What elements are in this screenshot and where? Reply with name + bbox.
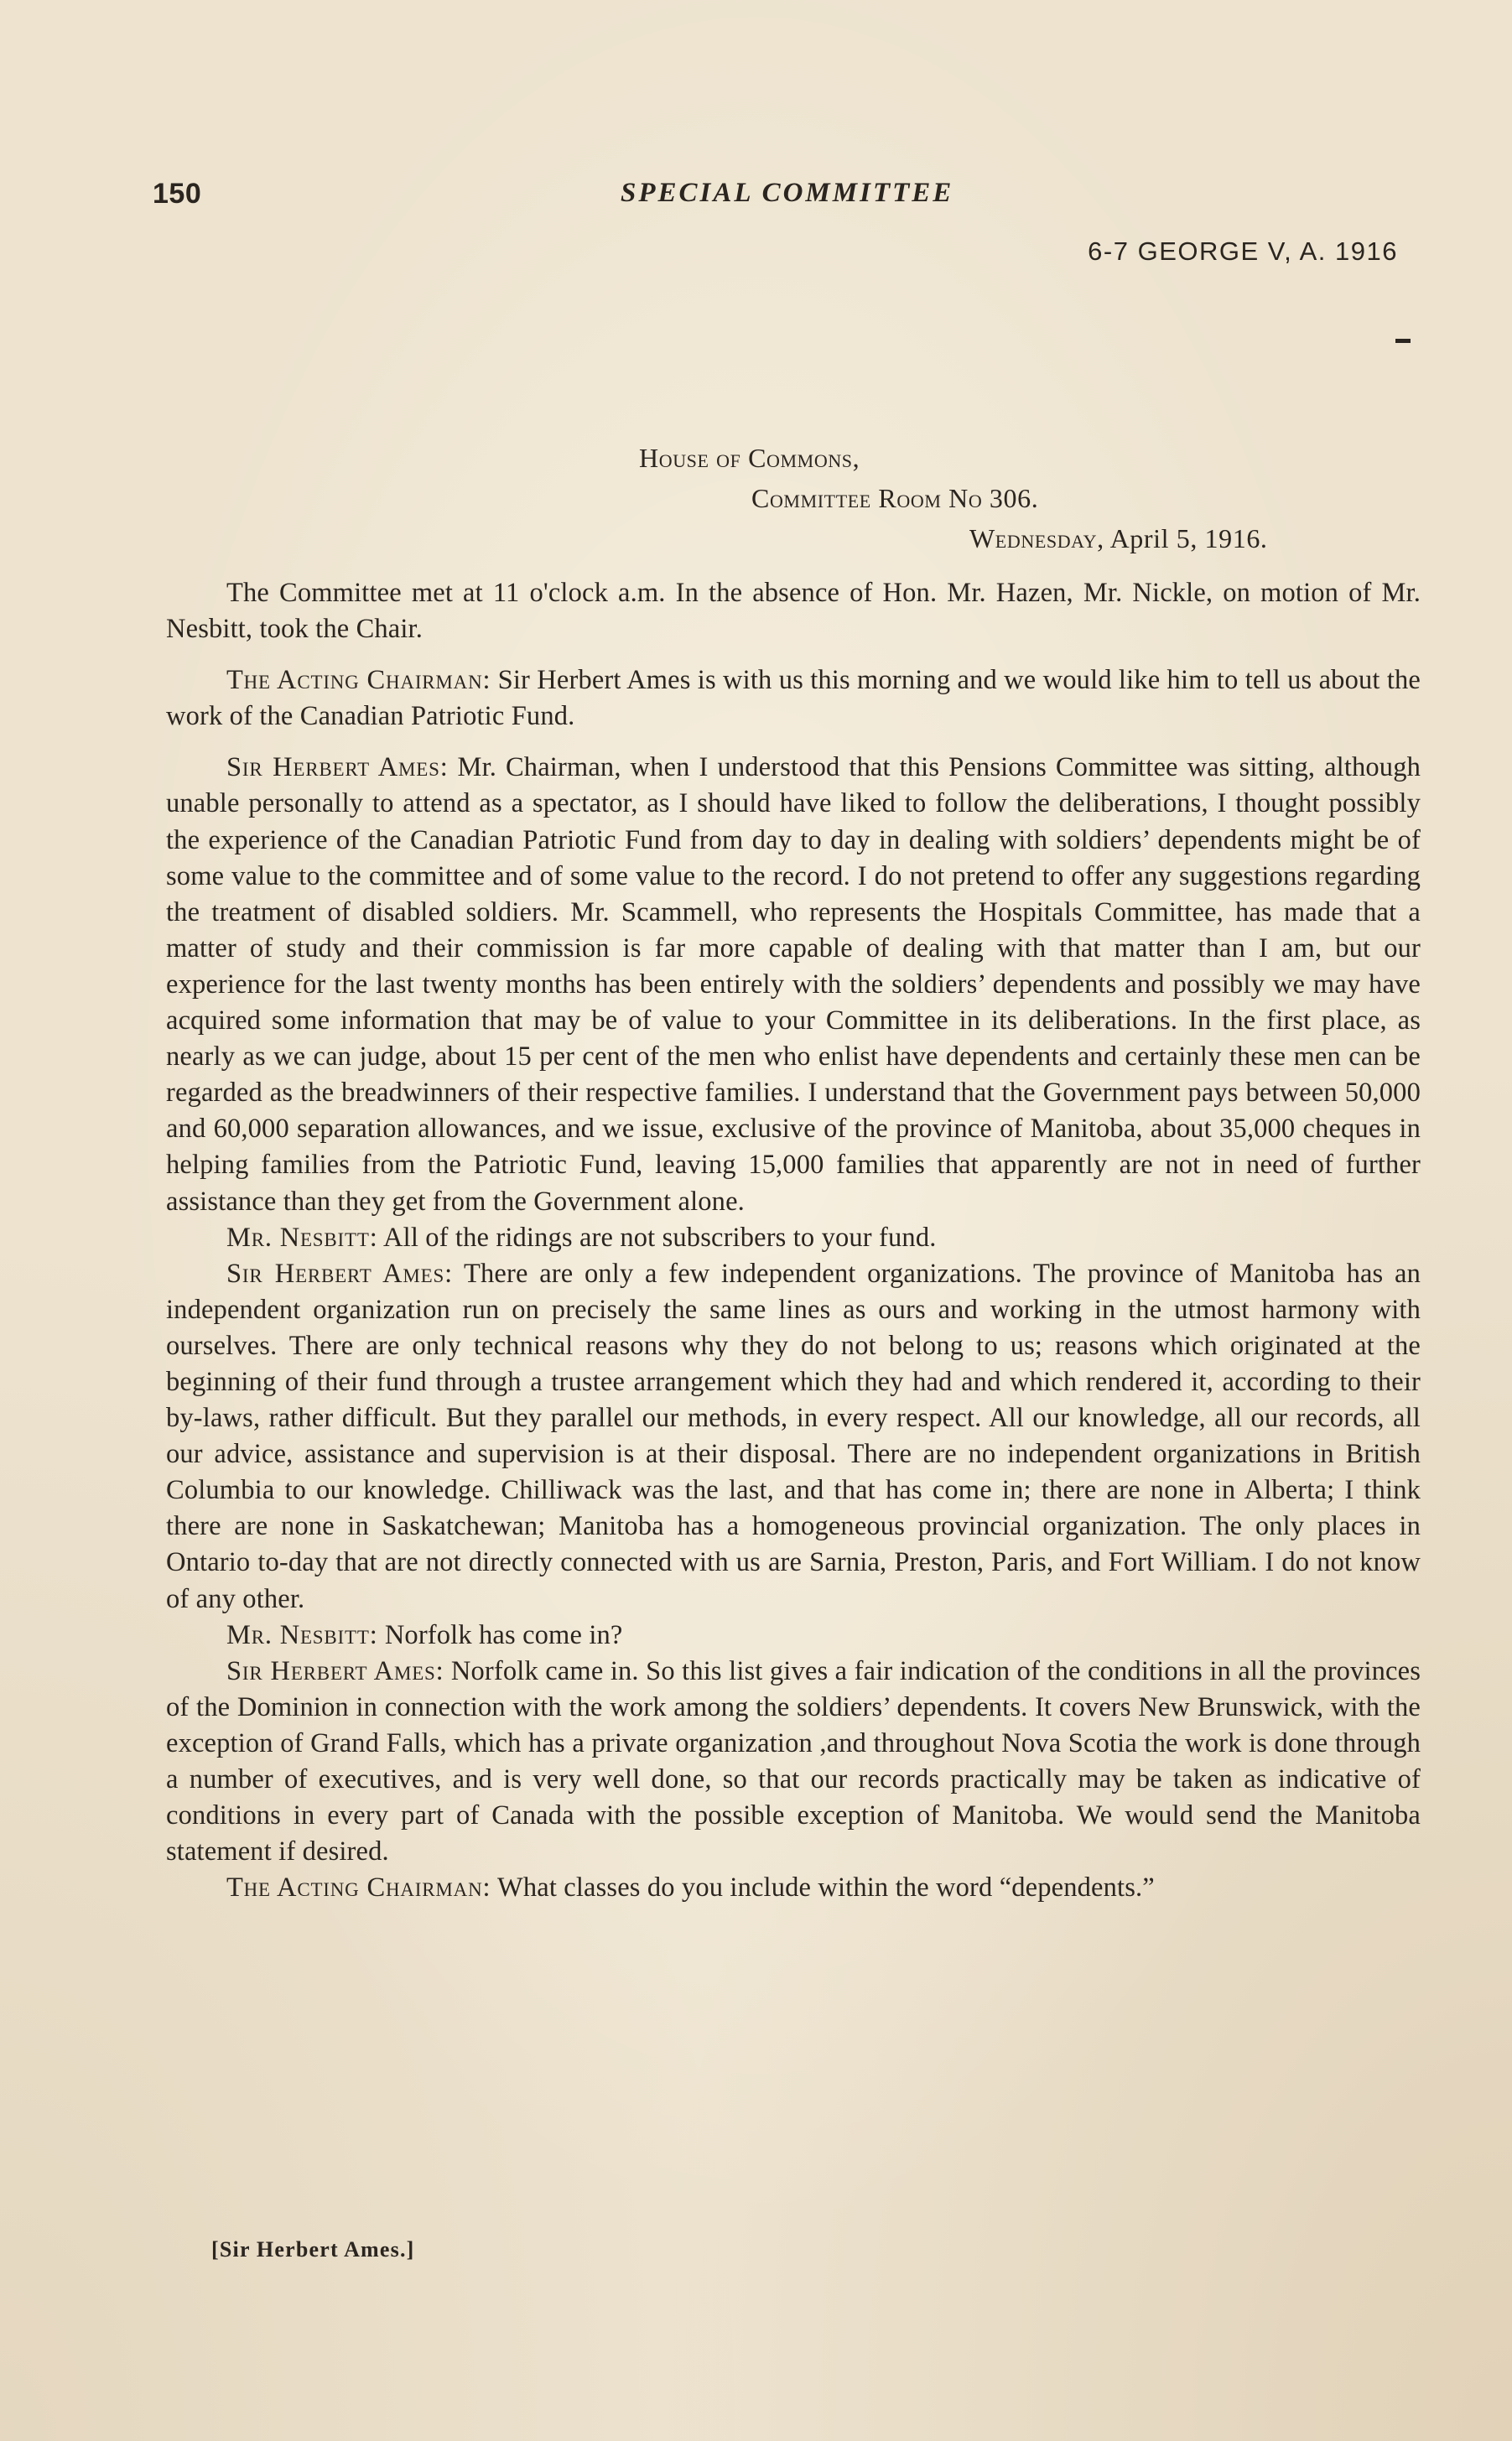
dateline-room: Committee Room No 306. [751, 483, 1039, 513]
speaker-name: The Acting Chairman: [226, 1872, 491, 1903]
dateline-day: Wednesday, [969, 523, 1104, 553]
paragraph-text: There are only a few independent organizations. The province of Manitoba has an independent organization run on precisely the same lines as ours and working in the utmost harmony with ourselves. There are only technical reasons why they do not belong to us; reasons which originated at the beginning of their fund through a trustee arrangement which they had and which rendered it, according to their by-laws, rather difficult. But they parallel our methods, in every respect. All our knowledge, all our records, all our advice, assistance and supervision is at their disposal. There are no independent organizations in British Columbia to our knowledge. Chilliwack was the last, and that has come in; there are none in Alberta; I think there are none in Saskatchewan; Manitoba has a homogeneous provincial organization. The only places in Ontario to-day that are not directly connected with us are Sarnia, Preston, Paris, and Fort William. I do not know of any other. [166, 1258, 1421, 1614]
paragraph [166, 750, 1421, 1219]
paragraph-text: Sir Herbert Ames is with us this morning and we would like him to tell us about the work of the Canadian Patriotic Fund. [166, 665, 1421, 732]
paragraph [166, 662, 1421, 735]
paragraph-text: Norfolk has come in? [384, 1619, 623, 1650]
speaker-name: Sir Herbert Ames: [226, 752, 449, 783]
printer-dash-mark [1395, 339, 1411, 343]
paragraph-text: What classes do you include within the word “dependents.” [497, 1872, 1155, 1903]
paragraph-text: Norfolk came in. So this list gives a fair indication of the conditions in all the provinces of the Dominion in connection with the work among the soldiers’ dependents. It covers New Brunswick, with the exception of Grand Falls, which has a private organization ,and throughout Nova Scotia the work is done through a number of executives, and is very well done, so that our records practically may be taken as indicative of conditions in every part of Canada with the possible exception of Manitoba. We would send the Manitoba statement if desired. [166, 1655, 1421, 1867]
session-reference: 6-7 GEORGE V, A. 1916 [1088, 236, 1398, 266]
paragraph [166, 1220, 1421, 1256]
page-number: 150 [153, 178, 202, 210]
dateline-date-text: April 5, 1916. [1109, 523, 1268, 553]
speaker-name: Sir Herbert Ames: [226, 1655, 444, 1686]
minutes-body [166, 575, 1421, 1906]
speaker-name: Mr. Nesbitt: [226, 1222, 378, 1253]
dateline-date [969, 523, 1268, 554]
paragraph-text: Mr. Chairman, when I understood that this Pensions Committee was sitting, although unable personally to attend as a spectator, as I should have liked to follow the deliberations, I thought possibly the experience of the Canadian Patriotic Fund from day to day in dealing with soldiers’ dependents might be of some value to the committee and of some value to the record. I do not pretend to offer any suggestions regarding the treatment of disabled soldiers. Mr. Scammell, who represents the Hospitals Committee, has made that a matter of study and their commission is far more capable of dealing with that matter than I am, but our experience for the last twenty months has been entirely with the soldiers’ dependents and possibly we may have acquired some information that may be of value to your Committee in its deliberations. In the first place, as nearly as we can judge, about 15 per cent of the men who enlist have dependents and certainly these men can be regarded as the breadwinners of their respective families. I understand that the Government pays between 50,000 and 60,000 separation allowances, and we issue, exclusive of the province of Manitoba, about 35,000 cheques in helping families from the Patriotic Fund, leaving 15,000 families that apparently are not in need of further assistance than they get from the Government alone. [166, 752, 1421, 1217]
running-title: SPECIAL COMMITTEE [621, 178, 954, 208]
footer-speaker-note: [Sir Herbert Ames.] [211, 2237, 415, 2262]
paragraph [166, 1870, 1421, 1906]
paragraph [166, 1618, 1421, 1654]
paragraph-text: All of the ridings are not subscribers to your fund. [383, 1222, 937, 1253]
paragraph [166, 1256, 1421, 1618]
speaker-name: Mr. Nesbitt: [226, 1619, 378, 1650]
paragraph [166, 1654, 1421, 1871]
speaker-name: The Acting Chairman: [226, 665, 491, 696]
dateline-house: House of Commons, [639, 443, 860, 473]
paragraph [166, 575, 1421, 647]
speaker-name: Sir Herbert Ames: [226, 1258, 453, 1289]
paragraph-text: The Committee met at 11 o'clock a.m. In the absence of Hon. Mr. Hazen, Mr. Nickle, on motion of Mr. Nesbitt, took the Chair. [166, 578, 1421, 645]
